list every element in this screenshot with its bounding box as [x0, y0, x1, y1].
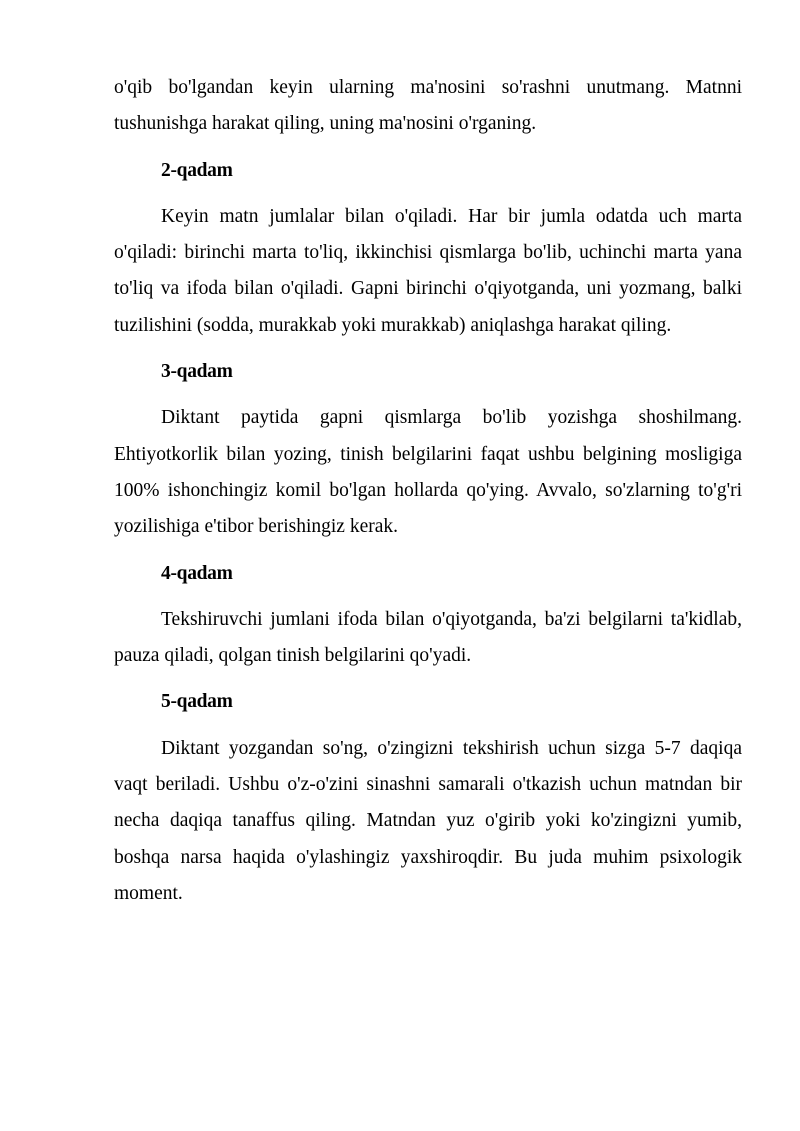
document-page	[114, 70, 742, 912]
step-5-heading: 5-qadam	[161, 691, 233, 713]
step-2-heading: 2-qadam	[161, 159, 233, 181]
step-3-text: Diktant paytida gapni qismlarga bo'lib yozishga shoshilmang. Ehtiyotkorlik bilan yozing, tinish belgilarini faqat ushbu belgining mosligiga 100% ishonchingiz komil bo'lgan hollarda qo'ying. Avvalo, so'zlarning to'g'ri yozilishiga e'tibor berishingiz kerak.	[114, 407, 742, 538]
step-4-text: Tekshiruvchi jumlani ifoda bilan o'qiyotganda, ba'zi belgilarni ta'kidlab, pauza qiladi, qolgan tinish belgilarini qo'yadi.	[114, 608, 742, 667]
step-2-text: Keyin matn jumlalar bilan o'qiladi. Har bir jumla odatda uch marta o'qiladi: birinchi marta to'liq, ikkinchisi qismlarga bo'lib, uchinchi marta yana to'liq va ifoda bilan o'qiladi. Gapni birinchi o'qiyotganda, uni yozmang, balki tuzilishini (sodda, murakkab yoki murakkab) aniqlashga harakat qiling.	[114, 205, 742, 336]
step-3-heading: 3-qadam	[161, 361, 233, 383]
step-4-heading: 4-qadam	[161, 562, 233, 584]
step-5-text: Diktant yozgandan so'ng, o'zingizni tekshirish uchun sizga 5-7 daqiqa vaqt beriladi. Ushbu o'z-o'zini sinashni samarali o'tkazish uchun matndan bir necha daqiqa tanaffus qiling. Matndan yuz o'girib yoki ko'zingizni yumib, boshqa narsa haqida o'ylashingiz yaxshiroqdir. Bu juda muhim psixologik moment.	[114, 737, 742, 904]
intro-paragraph: o'qib bo'lgandan keyin ularning ma'nosini so'rashni unutmang. Matnni tushunishga harakat qiling, uning ma'nosini o'rganing.	[114, 77, 742, 135]
